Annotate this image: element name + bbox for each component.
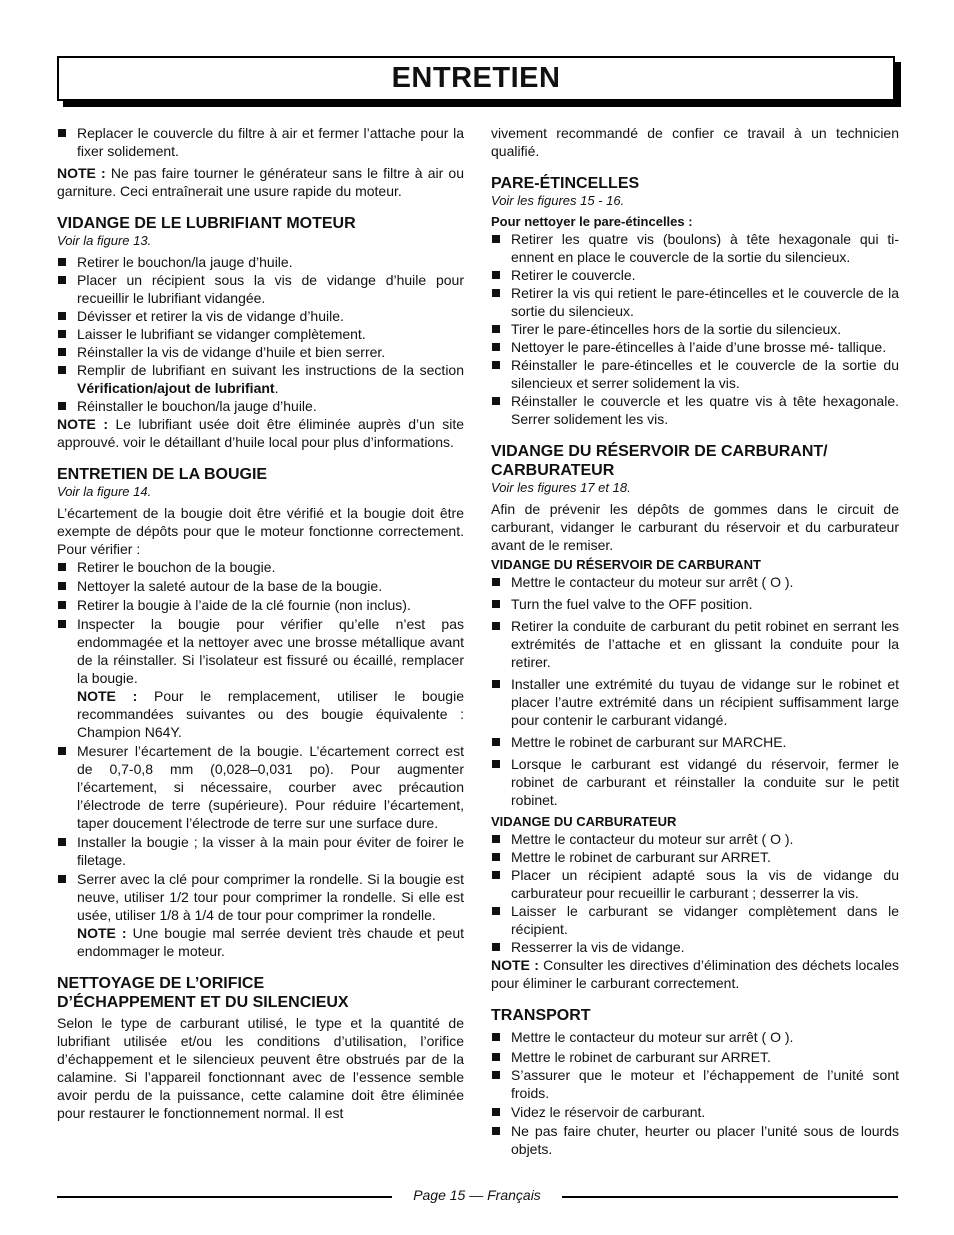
note-text: Pour le remplacement, utiliser le bougie recommandées suivantes ou des bougie équivalente : Champion N64Y. [77,688,464,740]
spark-section-title: PARE-ÉTINCELLES [491,175,640,192]
list-item: S’assurer que le moteur et l’échappement de l’unité sont froids. [491,1066,899,1102]
inspect-note [77,687,464,741]
exhaust-section-title [57,974,464,1012]
tighten-text: Serrer avec la clé pour comprimer la rondelle. Si la bougie est neuve, utiliser 1/2 tour pour comprimer la rondelle. Si elle est usée, utiliser 1/8 à 1/4 de tour pour comprimer la rondelle. [77,871,464,923]
inspect-text: Inspecter la bougie pour vérifier qu’elle n’est pas endommagée et la nettoyer avec une brosse métallique avant de la réinstaller. Si l’isolateur est fissuré ou écaillé, remplacer la bougie. [77,616,464,686]
list-item: Mettre le contacteur du moteur sur arrêt ( O ). [491,573,899,591]
list-item: Mettre le robinet de carburant sur ARRET. [491,848,899,866]
fill-text-end: . [274,380,279,396]
list-item: Réinstaller le bouchon/la jauge d’huile. [57,397,464,415]
tighten-note [77,924,464,960]
list-item: Laisser le lubrifiant se vidanger complètement. [57,325,464,343]
oil-steps-list [57,253,464,415]
list-item: Placer un récipient sous la vis de vidange d’huile pour recueillir le lubrifiant vidangée. [57,271,464,307]
note-text: Consulter les directives d’élimination des déchets locales pour éliminer le carburant correctement. [491,957,899,991]
list-item: Lorsque le carburant est vidangé du réservoir, fermer le robinet de carburant et réinstaller la conduite sur le petit robinet. [491,755,899,809]
list-item: Réinstaller le pare-étincelles et le couvercle de la sortie du silencieux et serrer solidement la vis. [491,356,899,392]
spark-subheading: Pour nettoyer le pare-étincelles : [491,214,693,229]
list-item: Réinstaller le couvercle et les quatre vis à tête hexagonale. Serrer solidement les vis. [491,392,899,428]
list-item [57,615,464,741]
plug-figure-ref: Voir la figure 14. [57,484,152,499]
list-item: Réinstaller la vis de vidange d’huile et bien serrer. [57,343,464,361]
list-item [57,361,464,397]
list-item: Videz le réservoir de carburant. [491,1103,899,1121]
list-item: Nettoyer le pare-étincelles à l’aide d’une brosse mé- tallique. [491,338,899,356]
plug-intro: L’écartement de la bougie doit être vérifié et la bougie doit être exempte de dépôts pour que le moteur fonctionne correctement. Pour vérifier : [57,505,464,557]
list-item: Replacer le couvercle du filtre à air et fermer l’attache pour la fixer solidement. [57,124,464,160]
list-item: Retirer la conduite de carburant du petit robinet en serrant les extrémités de l’attache et en glissant la conduite pour la retirer. [491,617,899,671]
list-item: Retirer les quatre vis (boulons) à tête hexagonale qui ti- ennent en place le couvercle de la sortie du silencieux. [491,230,899,266]
note-text: Une bougie mal serrée devient très chaude et peut endommager le moteur. [77,925,464,959]
spark-figure-ref: Voir les figures 15 - 16. [491,193,625,208]
list-item [57,870,464,960]
oil-note [57,415,464,451]
list-item: Dévisser et retirer la vis de vidange d’huile. [57,307,464,325]
carb-steps-list [491,830,899,956]
title-line: D’ÉCHAPPEMENT ET DU SILENCIEUX [57,994,349,1011]
transport-section-title: TRANSPORT [491,1007,591,1024]
exhaust-text: Selon le type de carburant utilisé, le type et la quantité de lubrifiant utilisée et/ou les conditions d’utilisation, l’orifice d’échappement et le silencieux peuvent être obstrués par de la calamine. Si l’appareil fonctionnant avec de l’essence semble avoir perdu de la puissance, cette calamine doit être éliminée pour restaurer le fonctionnement normal. Il est [57,1015,464,1121]
list-item: Retirer le bouchon de la bougie. [57,558,464,576]
note-text: Ne pas faire tourner le générateur sans le filtre à air ou garniture. Ceci entraînerait une usure rapide du moteur. [57,165,464,199]
left-column [57,124,464,1122]
plug-steps-list [57,558,464,960]
list-item: Retirer la bougie à l’aide de la clé fournie (non inclus). [57,596,464,614]
list-item: Mettre le contacteur du moteur sur arrêt ( O ). [491,830,899,848]
list-item: Installer la bougie ; la visser à la main pour éviter de foirer le filetage. [57,833,464,869]
list-item: Laisser le carburant se vidanger complètement dans le récipient. [491,902,899,938]
note-label: NOTE : [57,416,109,432]
fill-text: Remplir de lubrifiant en suivant les instructions de la section [77,362,464,378]
oil-section-title: VIDANGE DE LE LUBRIFIANT MOTEUR [57,215,356,232]
page-footer [57,1186,898,1208]
fill-section-ref: Vérification/ajout de lubrifiant [77,380,275,396]
list-item: Resserrer la vis de vidange. [491,938,899,956]
list-item: Turn the fuel valve to the OFF position. [491,595,899,613]
list-item: Mettre le robinet de carburant sur ARRET. [491,1048,899,1066]
note-label: NOTE : [77,688,138,704]
intro-note [57,164,464,200]
exhaust-text-continued: vivement recommandé de confier ce travail à un technicien qualifié. [491,125,899,159]
spark-steps-list [491,230,899,428]
fuel-note [491,956,899,992]
note-label: NOTE : [77,925,127,941]
list-item: Ne pas faire chuter, heurter ou placer l’unité sous de lourds objets. [491,1122,899,1158]
list-item: Mettre le robinet de carburant sur MARCHE. [491,733,899,751]
list-item: Retirer le bouchon/la jauge d’huile. [57,253,464,271]
section-banner [57,56,895,101]
note-label: NOTE : [57,165,106,181]
footer-rule-left [57,1196,392,1198]
note-label: NOTE : [491,957,539,973]
fuel-figure-ref: Voir les figures 17 et 18. [491,480,631,495]
list-item: Mettre le contacteur du moteur sur arrêt ( O ). [491,1028,899,1046]
right-column [491,124,899,1158]
list-item: Nettoyer la saleté autour de la base de la bougie. [57,577,464,595]
page-number: Page 15 — Français [413,1187,541,1203]
list-item: Retirer le couvercle. [491,266,899,284]
carb-subheading: VIDANGE DU CARBURATEUR [491,814,677,829]
plug-section-title: ENTRETIEN DE LA BOUGIE [57,466,268,483]
page-title: ENTRETIEN [391,62,561,94]
list-item: Mesurer l’écartement de la bougie. L’écartement correct est de 0,7-0,8 mm (0,028–0,031 po). Pour augmenter l’écartement, si nécessaire, courber avec précaution l’électrode de terre (supérieure). Pour réduire l’écartement, taper doucement l’électrode de terre sur une surface dure. [57,742,464,832]
footer-rule-right [562,1196,898,1198]
list-item: Retirer la vis qui retient le pare-étincelles et le couvercle de la sortie du silencieux. [491,284,899,320]
list-item: Tirer le pare-étincelles hors de la sortie du silencieux. [491,320,899,338]
oil-figure-ref: Voir la figure 13. [57,233,152,248]
fuel-section-title: VIDANGE DU RÉSERVOIR DE CARBURANT/ CARBURATEUR [491,443,828,479]
list-item: Placer un récipient adapté sous la vis de vidange du carburateur pour recueillir le carburant ; desserrer la vis. [491,866,899,902]
tank-subheading: VIDANGE DU RÉSERVOIR DE CARBURANT [491,557,761,572]
tank-steps-list [491,573,899,809]
note-text: Le lubrifiant usée doit être éliminée auprès d’un site approuvé. voir le détaillant d’huile local pour plus d’informations. [57,416,464,450]
fuel-intro: Afin de prévenir les dépôts de gommes dans le circuit de carburant, vidanger le carburant du réservoir et du carburateur avant de le remiser. [491,501,899,553]
intro-list [57,124,464,160]
transport-steps-list [491,1028,899,1158]
list-item: Installer une extrémité du tuyau de vidange sur le robinet et placer l’autre extrémité dans un récipient suffisamment large pour contenir le carburant vidangé. [491,675,899,729]
title-line: NETTOYAGE DE L’ORIFICE [57,975,265,992]
